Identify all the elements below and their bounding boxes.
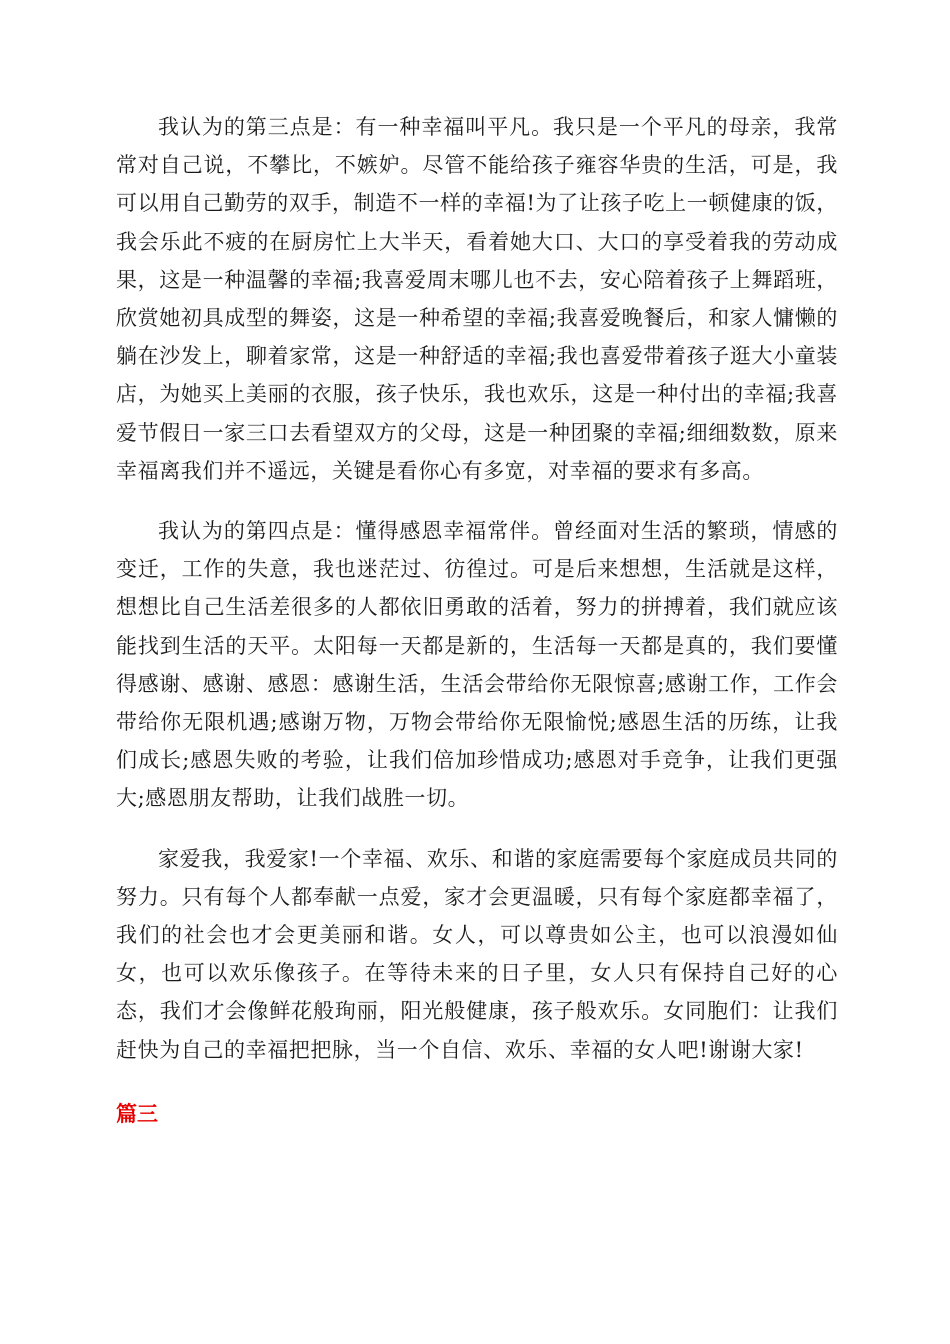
document-page <box>116 108 838 1129</box>
paragraph-fourth-point: 我认为的第四点是：懂得感恩幸福常伴。曾经面对生活的繁琐，情感的变迁，工作的失意，我也迷茫过、彷徨过。可是后来想想，生活就是这样，想想比自己生活差很多的人都依旧勇敢的活着，努力的拼搏着，我们就应该能找到生活的天平。太阳每一天都是新的，生活每一天都是真的，我们要懂得感谢、感谢、感恩：感谢生活，生活会带给你无限惊喜;感谢工作，工作会带给你无限机遇;感谢万物，万物会带给你无限愉悦;感恩生活的历练，让我们成长;感恩失败的考验，让我们倍加珍惜成功;感恩对手竞争，让我们更强大;感恩朋友帮助，让我们战胜一切。 <box>116 519 838 811</box>
paragraph-closing: 家爱我，我爱家!一个幸福、欢乐、和谐的家庭需要每个家庭成员共同的努力。只有每个人都奉献一点爱，家才会更温暖，只有每个家庭都幸福了，我们的社会也才会更美丽和谐。女人，可以尊贵如公主，也可以浪漫如仙女，也可以欢乐像孩子。在等待未来的日子里，女人只有保持自己好的心态，我们才会像鲜花般珣丽，阳光般健康，孩子般欢乐。女同胞们：让我们赶快为自己的幸福把把脉，当一个自信、欢乐、幸福的女人吧!谢谢大家! <box>116 846 838 1062</box>
section-heading: 篇三 <box>116 1101 158 1126</box>
paragraph-third-point: 我认为的第三点是：有一种幸福叫平凡。我只是一个平凡的母亲，我常常对自己说，不攀比，不嫉妒。尽管不能给孩子雍容华贵的生活，可是，我可以用自己勤劳的双手，制造不一样的幸福!为了让孩子吃上一顿健康的饭，我会乐此不疲的在厨房忙上大半天，看着她大口、大口的享受着我的劳动成果，这是一种温馨的幸福;我喜爱周末哪儿也不去，安心陪着孩子上舞蹈班，欣赏她初具成型的舞姿，这是一种希望的幸福;我喜爱晚餐后，和家人慵懒的躺在沙发上，聊着家常，这是一种舒适的幸福;我也喜爱带着孩子逛大小童装店，为她买上美丽的衣服，孩子快乐，我也欢乐，这是一种付出的幸福;我喜爱节假日一家三口去看望双方的父母，这是一种团聚的幸福;细细数数，原来幸福离我们并不遥远，关键是看你心有多宽，对幸福的要求有多高。 <box>116 115 838 483</box>
